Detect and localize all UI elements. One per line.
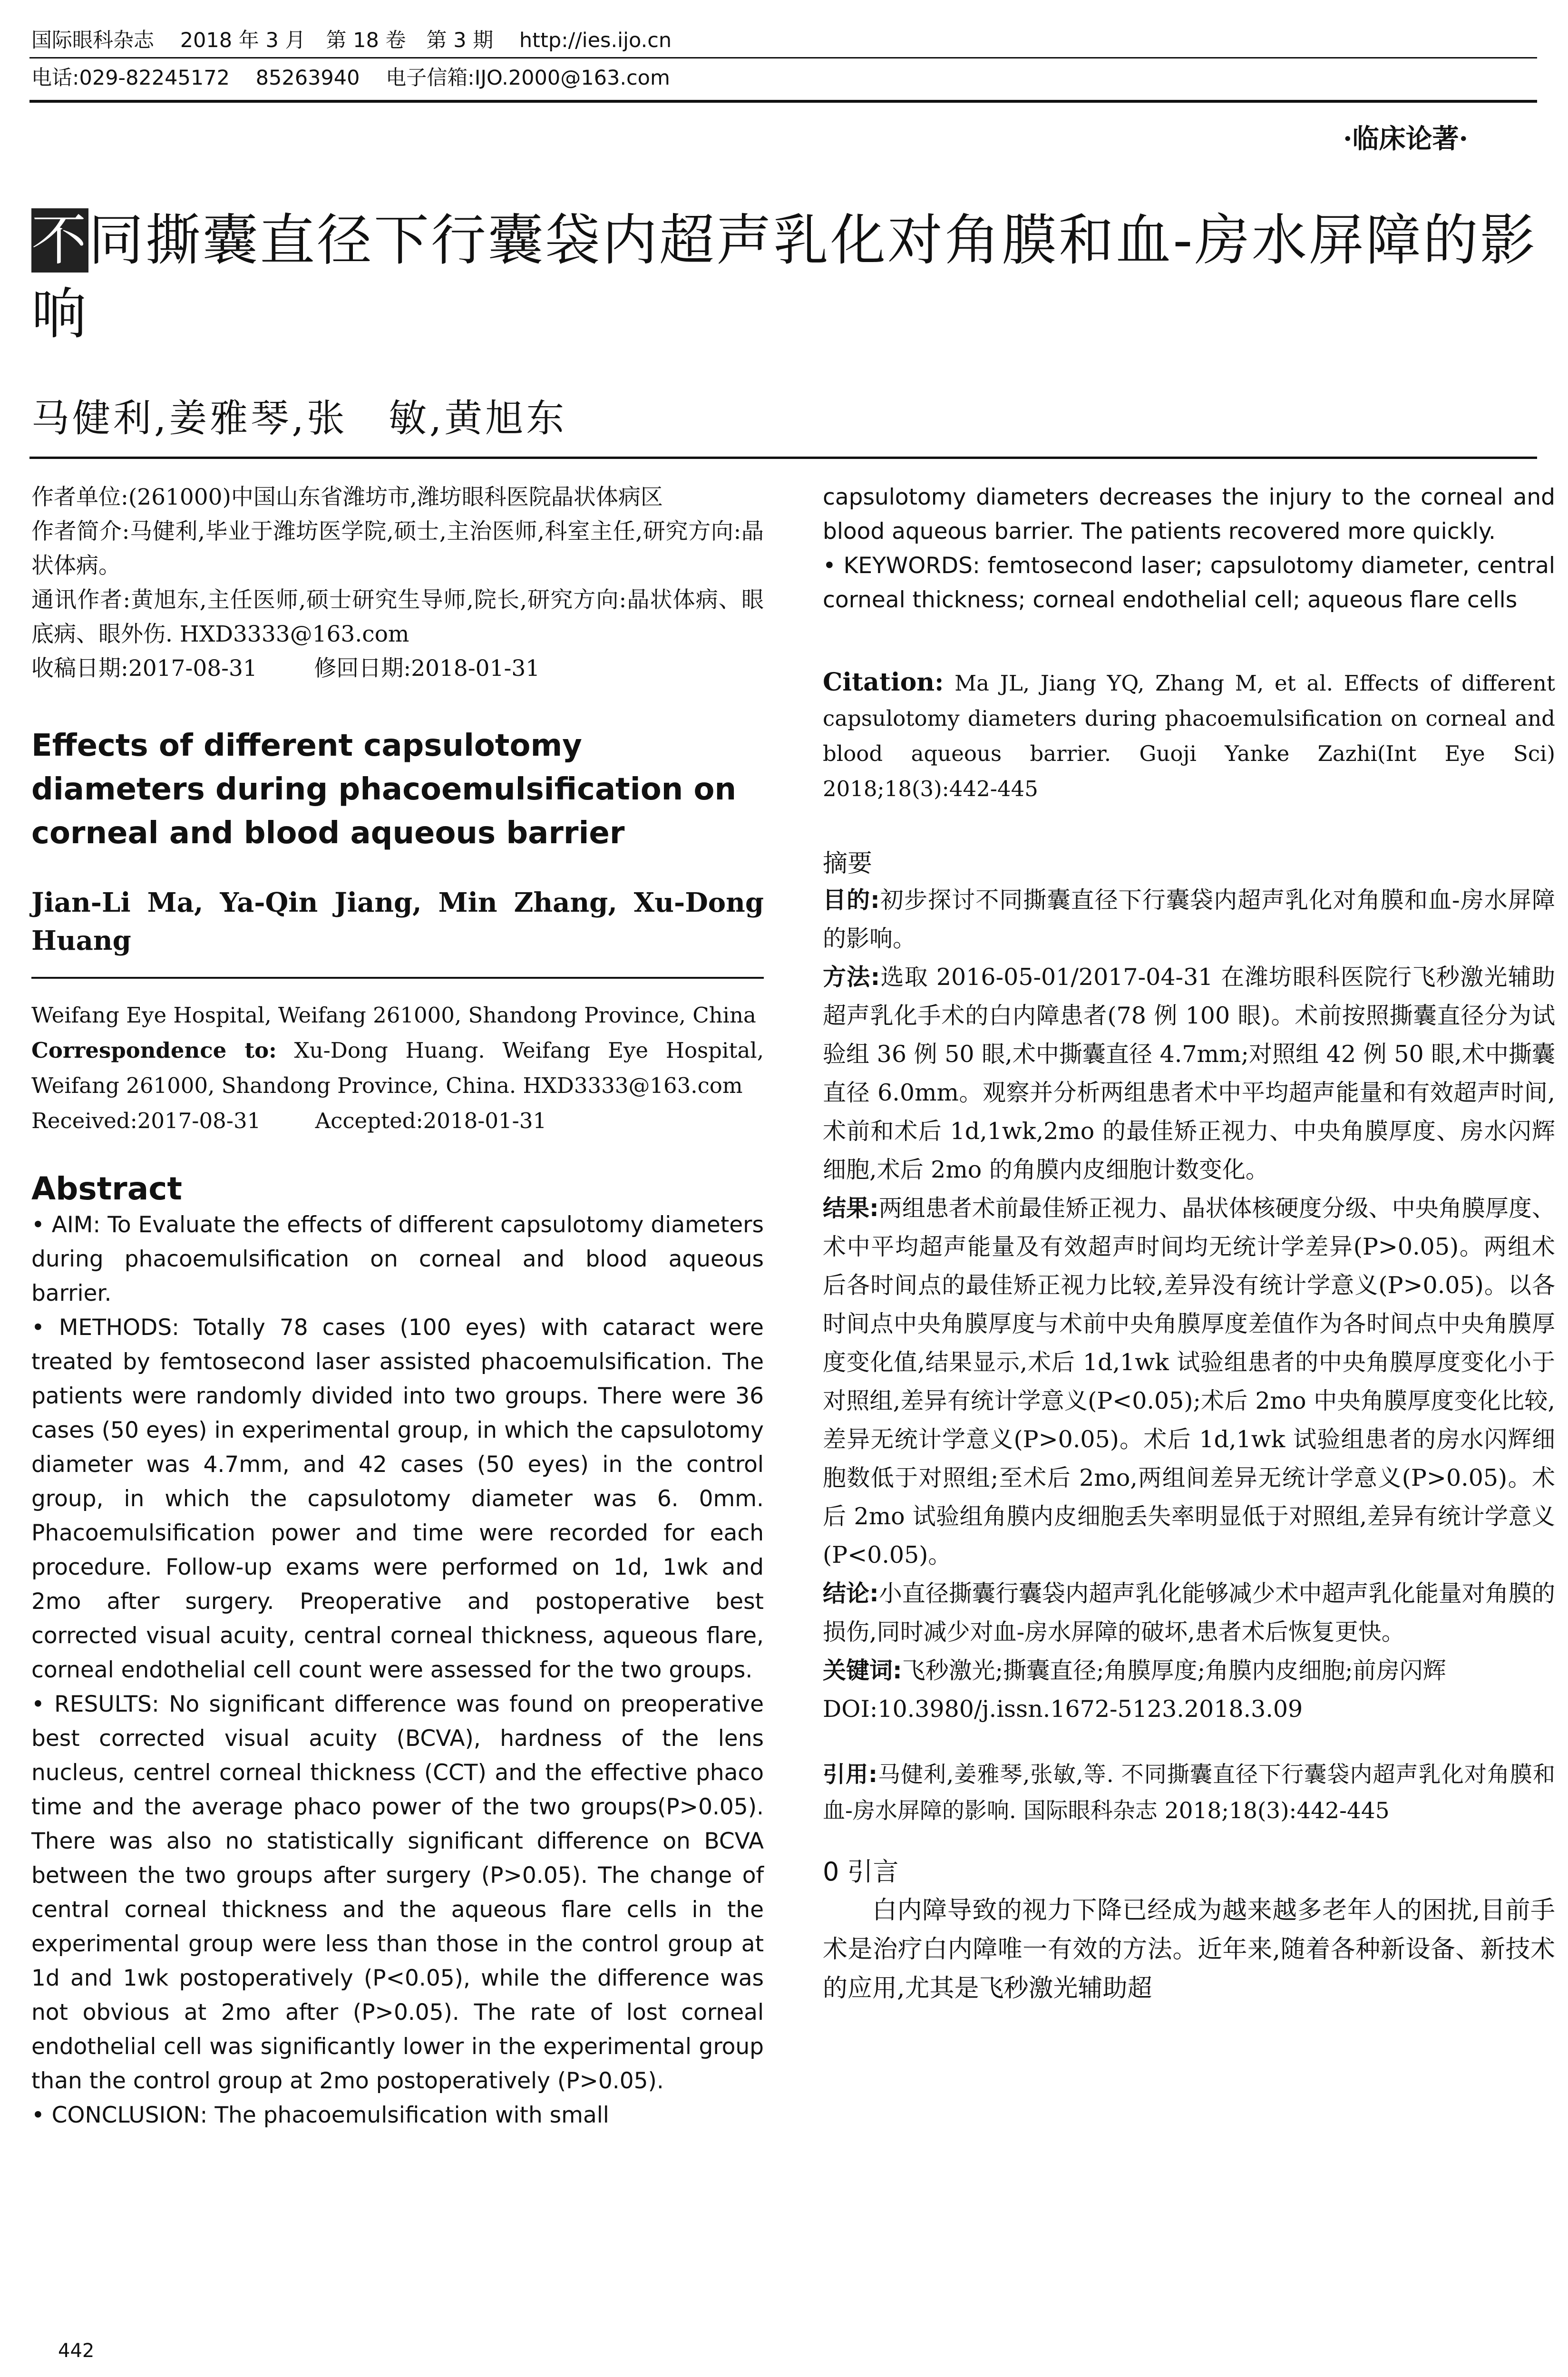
corresponding-zh: 通讯作者:黄旭东,主任医师,硕士研究生导师,院长,研究方向:晶状体病、眼底病、眼外伤. HXD3333@163.com	[31, 587, 764, 647]
zh-aim-text: 初步探讨不同撕囊直径下行囊袋内超声乳化对角膜和血-房水屏障的影响。	[823, 887, 1555, 952]
authors-zh: 马健利,姜雅琴,张 敏,黄旭东	[31, 396, 567, 440]
abstract-heading: Abstract	[31, 1170, 182, 1207]
running-header-line2	[31, 64, 670, 92]
affiliation-en: Weifang Eye Hospital, Weifang 261000, Shandong Province, China	[31, 1003, 756, 1028]
zh-methods	[823, 958, 1555, 1189]
conclusion-text: The phacoemulsification with small	[214, 2102, 609, 2128]
header-rule-2	[29, 100, 1537, 103]
header-rule-1	[29, 57, 1537, 58]
dates-zh	[31, 652, 764, 686]
running-header-line1	[31, 26, 672, 55]
abstract-aim: • AIM: To Evaluate the effects of different capsulotomy diameters during phacoemulsification on corneal and blood aqueous barrier.	[31, 1212, 764, 1306]
zh-aim	[823, 881, 1555, 958]
section-tag: ·临床论著·	[1343, 123, 1468, 155]
keywords-text: femtosecond laser; capsulotomy diameter, central corneal thickness; corneal endothelial cell; aqueous flare cells	[823, 553, 1555, 613]
page-title	[31, 204, 1544, 351]
correspondence-label: Correspondence to:	[31, 1038, 277, 1063]
results-text: No significant difference was found on preoperative best corrected visual acuity (BCVA), hardness of the lens nucleus, centrel corneal thickness (CCT) and the effective phaco time and the average phaco power of the two groups(P>0.05). There was also no statistically significant difference on BCVA between the two groups after surgery (P>0.05). The change of central corneal thickness and the aqueous flare cells in the experimental group were less than those in the control group at 1d and 1wk postoperatively (P<0.05), while the difference was not obvious at 2mo after (P>0.05). The rate of lost corneal endothelial cell was significantly lower in the experimental group than the control group at 2mo postoperatively (P>0.05).	[31, 1691, 764, 2094]
author-intro-zh: 作者简介:马健利,毕业于潍坊医学院,硕士,主治医师,科室主任,研究方向:晶状体病。	[31, 518, 764, 579]
citation-label: Citation:	[823, 668, 944, 697]
received-zh: 收稿日期:2017-08-31	[31, 655, 257, 682]
intro-text: 白内障导致的视力下降已经成为越来越多老年人的困扰,目前手术是治疗白内障唯一有效的方法。近年来,随着各种新设备、新技术的应用,尤其是飞秒激光辅助超	[823, 1896, 1555, 2003]
correspondence-en	[31, 1033, 764, 1103]
page-number: 442	[58, 2340, 95, 2362]
correspondence-text: Xu-Dong Huang. Weifang Eye Hospital, Weifang 261000, Shandong Province, China. HXD3333@163.com	[31, 1038, 764, 1098]
revised-zh: 修回日期:2018-01-31	[314, 655, 540, 682]
cite-zh	[823, 1757, 1555, 1829]
zh-results-text: 两组患者术前最佳矫正视力、晶状体核硬度分级、中央角膜厚度、术中平均超声能量及有效超声时间均无统计学差异(P>0.05)。两组术后各时间点的最佳矫正视力比较,差异没有统计学意义(P>0.05)。以各时间点中央角膜厚度与术前中央角膜厚度差值作为各时间点中央角膜厚度变化值,结果显示,术后 1d,1wk 试验组患者的中央角膜厚度变化小于对照组,差异有统计学意义(P<0.05);术后 2mo 中央角膜厚度变化比较,差异无统计学意义(P>0.05)。术后 1d,1wk 试验组患者的房水闪辉细胞数低于对照组;至术后 2mo,两组间差异无统计学意义(P>0.05)。术后 2mo 试验组角膜内皮细胞丢失率明显低于对照组,差异有统计学意义(P<0.05)。	[823, 1195, 1555, 1568]
accepted-en: Accepted:2018-01-31	[315, 1108, 547, 1133]
journal-name: 国际眼科杂志	[31, 29, 154, 52]
zh-keywords-label: 关键词:	[823, 1657, 902, 1684]
abstract-zh	[823, 881, 1555, 1728]
title-en: Effects of different capsulotomy diameters during phacoemulsification on corneal and blood aqueous barrier	[31, 728, 737, 851]
zh-abstract-heading: 摘要	[823, 849, 873, 878]
journal-url: http://ies.ijo.cn	[519, 29, 672, 52]
doi: DOI:10.3980/j.issn.1672-5123.2018.3.09	[823, 1695, 1303, 1723]
zh-methods-label: 方法:	[823, 964, 880, 991]
received-en: Received:2017-08-31	[31, 1108, 261, 1133]
abstract-conclusion: • CONCLUSION: The phacoemulsification with small	[31, 2102, 609, 2128]
abstract-methods: • METHODS: Totally 78 cases (100 eyes) with cataract were treated by femtosecond laser assisted phacoemulsification. The patients were randomly divided into two groups. There were 36 cases (50 eyes) in experimental group, in which the capsulotomy diameter was 4.7mm, and 42 cases (50 eyes) in the control group, in which the capsulotomy diameter was 6. 0mm. Phacoemulsification power and time were recorded for each procedure. Follow-up exams were performed on 1d, 1wk and 2mo after surgery. Preoperative and postoperative best corrected visual acuity, central corneal thickness, aqueous flare, corneal endothelial cell count were assessed for the two groups.	[31, 1315, 764, 1683]
aim-text: To Evaluate the effects of different capsulotomy diameters during phacoemulsification on corneal and blood aqueous barrier.	[31, 1212, 764, 1306]
keywords-en: • KEYWORDS: femtosecond laser; capsulotomy diameter, central corneal thickness; corneal endothelial cell; aqueous flare cells	[823, 553, 1555, 613]
zh-results	[823, 1189, 1555, 1574]
zh-results-label: 结果:	[823, 1195, 879, 1222]
author-notes	[31, 480, 764, 686]
title-rule	[29, 457, 1537, 459]
zh-conclusion	[823, 1574, 1555, 1651]
title-first-char: 不	[31, 208, 88, 273]
left-column	[31, 480, 764, 2133]
authors-en: Jian-Li Ma, Ya-Qin Jiang, Min Zhang, Xu-Dong Huang	[31, 887, 764, 956]
title-rest: 同撕囊直径下行囊袋内超声乳化对角膜和血-房水屏障的影响	[31, 208, 1537, 346]
email: 电子信箱:IJO.2000@163.com	[386, 66, 670, 90]
zh-keywords-text: 飞秒激光;撕囊直径;角膜厚度;角膜内皮细胞;前房闪辉	[902, 1657, 1446, 1684]
zh-aim-label: 目的:	[823, 887, 880, 914]
zh-conclusion-text: 小直径撕囊行囊袋内超声乳化能够减少术中超声乳化能量对角膜的损伤,同时减少对血-房水屏障的破坏,患者术后恢复更快。	[823, 1580, 1555, 1646]
citation-text: Ma JL, Jiang YQ, Zhang M, et al. Effects of different capsulotomy diameters during phacoemulsification on corneal and blood aqueous barrier. Guoji Yanke Zazhi(Int Eye Sci) 2018;18(3):442-445	[823, 671, 1555, 801]
aim-label: AIM:	[51, 1212, 101, 1238]
cite-zh-label: 引用:	[823, 1762, 877, 1788]
methods-text: Totally 78 cases (100 eyes) with cataract were treated by femtosecond laser assisted phacoemulsification. The patients were randomly divided into two groups. There were 36 cases (50 eyes) in experimental group, in which the capsulotomy diameter was 4.7mm, and 42 cases (50 eyes) in the control group, in which the capsulotomy diameter was 6. 0mm. Phacoemulsification power and time were recorded for each procedure. Follow-up exams were performed on 1d, 1wk and 2mo after surgery. Preoperative and postoperative best corrected visual acuity, central corneal thickness, aqueous flare, corneal endothelial cell count were assessed for the two groups.	[31, 1315, 764, 1683]
conclusion-label: CONCLUSION:	[51, 2102, 208, 2128]
abstract-en-cont	[823, 480, 1555, 617]
authors-rule	[31, 977, 764, 979]
results-label: RESULTS:	[54, 1691, 159, 1717]
abstract-en	[31, 1208, 764, 2133]
keywords-label: KEYWORDS:	[843, 553, 980, 579]
issue-info: 2018 年 3 月 第 18 卷 第 3 期	[180, 29, 494, 52]
conclusion-continued: capsulotomy diameters decreases the injury to the corneal and blood aqueous barrier. The patients recovered more quickly.	[823, 484, 1555, 545]
citation-en	[823, 665, 1555, 807]
zh-methods-text: 选取 2016-05-01/2017-04-31 在潍坊眼科医院行飞秒激光辅助超声乳化手术的白内障患者(78 例 100 眼)。术前按照撕囊直径分为试验组 36 例 50 眼,术中撕囊直径 4.7mm;对照组 42 例 50 眼,术中撕囊直径 6.0mm。观察并分析两组患者术中平均超声能量和有效超声时间,术前和术后 1d,1wk,2mo 的最佳矫正视力、中央角膜厚度、房水闪辉细胞,术后 2mo 的角膜内皮细胞计数变化。	[823, 964, 1555, 1183]
phone-2: 85263940	[255, 66, 360, 90]
right-column	[823, 480, 1555, 2008]
cite-zh-text: 马健利,姜雅琴,张敏,等. 不同撕囊直径下行囊袋内超声乳化对角膜和血-房水屏障的影响. 国际眼科杂志 2018;18(3):442-445	[823, 1762, 1556, 1824]
affiliation-block-en	[31, 998, 764, 1139]
affiliation-zh: 作者单位:(261000)中国山东省潍坊市,潍坊眼科医院晶状体病区	[31, 484, 663, 510]
zh-conclusion-label: 结论:	[823, 1580, 879, 1607]
dates-en	[31, 1103, 764, 1139]
phone: 电话:029-82245172	[31, 66, 230, 90]
methods-label: METHODS:	[58, 1315, 179, 1341]
abstract-results: • RESULTS: No significant difference was found on preoperative best corrected visual acuity (BCVA), hardness of the lens nucleus, centrel corneal thickness (CCT) and the effective phaco time and the average phaco power of the two groups(P>0.05). There was also no statistically significant difference on BCVA between the two groups after surgery (P>0.05). The change of central corneal thickness and the aqueous flare cells in the experimental group were less than those in the control group at 1d and 1wk postoperatively (P<0.05), while the difference was not obvious at 2mo after (P>0.05). The rate of lost corneal endothelial cell was significantly lower in the experimental group than the control group at 2mo postoperatively (P>0.05).	[31, 1691, 764, 2094]
zh-keywords	[823, 1651, 1555, 1690]
intro-heading: 0 引言	[823, 1857, 899, 1887]
